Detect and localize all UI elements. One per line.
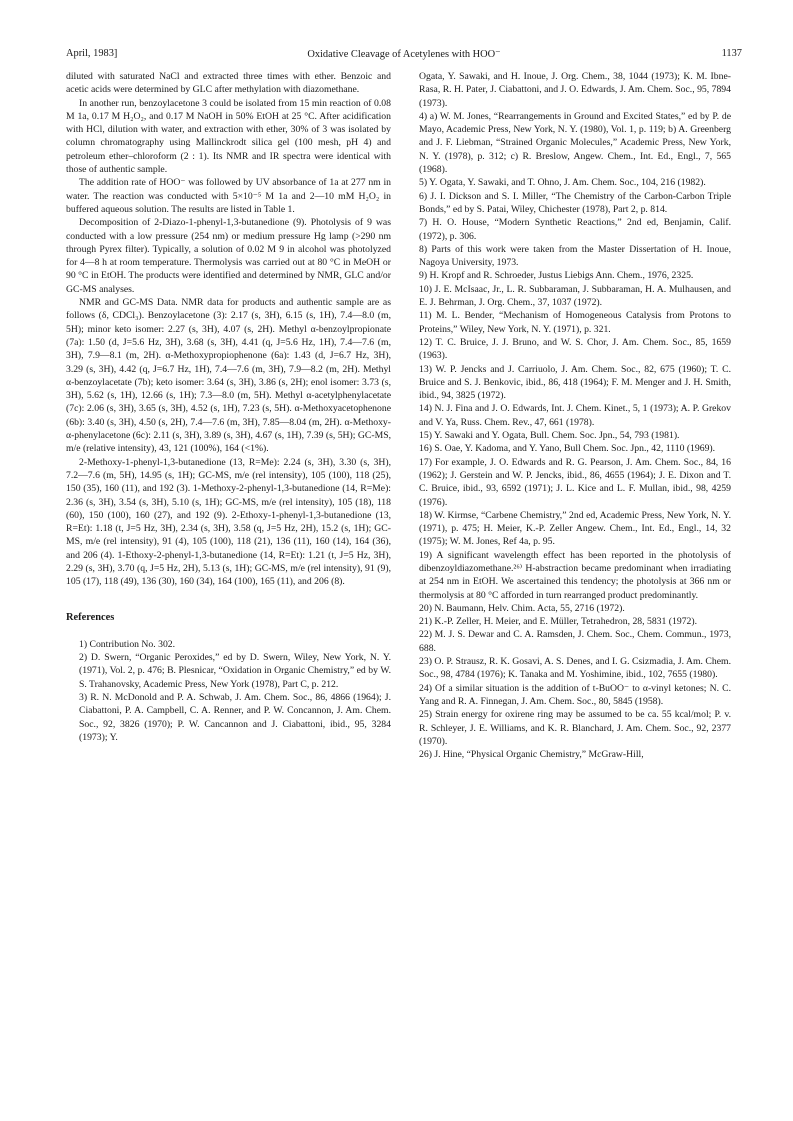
reference-item: 24) Of a similar situation is the addition of t-BuOO⁻ to α-vinyl ketones; N. C. Yang and R. A. Finnegan, J. Am. Chem. Soc., 80, 5845 (1958).	[419, 682, 731, 707]
reference-item: 9) H. Kropf and R. Schroeder, Justus Liebigs Ann. Chem., 1976, 2325.	[419, 270, 694, 282]
reference-item: 20) N. Baumann, Helv. Chim. Acta, 55, 2716 (1972).	[419, 602, 625, 614]
paragraph: NMR and GC-MS Data. NMR data for products and authentic sample are as follows (δ, CDCl₃). Benzoylacetone (3): 2.17 (s, 3H), 6.15 (s, 1H), 7.4—8.0 (m, 5H); minor keto isomer: 2.27 (s, 3H), 4.07 (s, 2H). Methyl α-benzoylpropionate (7a): 1.50 (d, J=5.6 Hz, 3H), 3.68 (s, 3H), 4.41 (q, J=5.6 Hz, 1H), 7.4—7.6 (m, 3H), 7.9—8.1 (m, 2H). α-Methoxypropiophenone (6a): 1.43 (d, J=6.7 Hz, 3H), 3.29 (s, 3H), 4.42 (q, J=6.7 Hz, 1H), 7.4—7.6 (m, 3H), 7.9—8.2 (m, 2H). Methyl α-benzoylacetate (7b); keto isomer: 3.64 (s, 3H), 3.86 (s, 2H); enol isomer: 3.73 (s, 3H), 5.62 (s, 1H), 12.66 (s, 1H); 7.3—8.0 (m, 5H). Methyl α-acetylphenylacetate (7c): 2.06 (s, 3H), 3.65 (s, 3H), 4.52 (s, 1H), 7.23 (s, 5H). α-Methoxyacetophenone (6b): 3.40 (s, 3H), 4.50 (s, 2H), 7.4—7.6 (m, 3H), 7.85—8.04 (m, 2H). α-Methoxy-α-phenylacetone (6c): 2.11 (s, 3H), 3.89 (s, 3H), 4.67 (s, 1H), 7.39 (s, 5H); GC-MS, m/e (relative intensity), 43, 121 (100%), 164 (<1%).	[66, 297, 391, 455]
reference-item: 25) Strain energy for oxirene ring may be assumed to be ca. 55 kcal/mol; P. v. R. Schleyer, J. E. Williams, and K. R. Blanchard, J. Am. Chem. Soc., 92, 2377 (1970).	[419, 709, 731, 747]
reference-item: 19) A significant wavelength effect has been reported in the photolysis of dibenzoyldiazomethane.²⁶⁾ H-abstraction became predominant when irradiating at 254 nm in EtOH. We ascertained this tendency; the photolysis at 366 nm or thermolysis at 80 °C afforded in turn rearranged product predominantly.	[419, 549, 731, 601]
reference-item: 1) Contribution No. 302.	[79, 638, 176, 650]
reference-item: 11) M. L. Bender, “Mechanism of Homogeneous Catalysis from Protons to Proteins,” Wiley, New York, N. Y. (1971), p. 321.	[419, 310, 731, 335]
right-column	[406, 70, 731, 761]
reference-item: 26) J. Hine, “Physical Organic Chemistry,” McGraw-Hill,	[419, 749, 644, 761]
reference-item: 23) O. P. Strausz, R. K. Gosavi, A. S. Denes, and I. G. Csizmadia, J. Am. Chem. Soc., 98, 4784 (1976); K. Tanaka and M. Yoshimine, ibid., 102, 7655 (1980).	[419, 656, 731, 681]
paragraph: The addition rate of HOO⁻ was followed by UV absorbance of 1a at 277 nm in water. The reaction was conducted with 5×10⁻⁵ M 1a and 2—10 mM H₂O₂ in buffered aqueous solution. The results are listed in Table 1.	[66, 177, 391, 215]
reference-item: 7) H. O. House, “Modern Synthetic Reactions,” 2nd ed, Benjamin, Calif. (1972), p. 306.	[419, 217, 731, 242]
reference-item: 21) K.-P. Zeller, H. Meier, and E. Müller, Tetrahedron, 28, 5831 (1972).	[419, 616, 698, 628]
reference-item: 14) N. J. Fina and J. O. Edwards, Int. J. Chem. Kinet., 5, 1 (1973); A. P. Grekov and V. Ya, Russ. Chem. Rev., 47, 661 (1978).	[419, 403, 731, 428]
reference-item: Ogata, Y. Sawaki, and H. Inoue, J. Org. Chem., 38, 1044 (1973); K. M. Ibne-Rasa, R. H. Pater, J. Ciabattoni, and J. O. Edwards, J. Am. Chem. Soc., 95, 7894 (1973).	[419, 71, 731, 109]
running-header	[66, 48, 742, 64]
reference-item: 3) R. N. McDonold and P. A. Schwab, J. Am. Chem. Soc., 86, 4866 (1964); J. Ciabattoni, P. A. Campbell, C. A. Renner, and P. W. Concannon, J. Am. Chem. Soc., 92, 3826 (1970); P. W. Cancannon and J. Ciabattoni, ibid., 95, 3284 (1973); Y.	[79, 692, 391, 743]
references-list-left	[66, 638, 391, 744]
reference-item: 6) J. I. Dickson and S. I. Miller, “The Chemistry of the Carbon-Carbon Triple Bonds,” ed by S. Patai, Wiley, Chichester (1978), Part 2, p. 814.	[419, 190, 731, 215]
reference-item: 8) Parts of this work were taken from the Master Dissertation of H. Inoue, Nagoya University, 1973.	[419, 243, 731, 269]
reference-item: 4) a) W. M. Jones, “Rearrangements in Ground and Excited States,” ed by P. de Mayo, Academic Press, New York, N. Y. (1980), Vol. 1, p. 119; b) A. Greenberg and J. F. Liebman, “Strained Organic Molecules,” Academic Press, New York, N. Y. (1978), p. 312; c) R. Breslow, Angew. Chem., Int. Ed., Engl., 7, 565 (1968).	[419, 110, 731, 176]
reference-item: 15) Y. Sawaki and Y. Ogata, Bull. Chem. Soc. Jpn., 54, 793 (1981).	[419, 430, 680, 442]
header-title: Oxidative Cleavage of Acetylenes with HOO⁻	[307, 49, 501, 60]
reference-item: 18) W. Kirmse, “Carbene Chemistry,” 2nd ed, Academic Press, New York, N. Y. (1971), p. 475; H. Meier, K.-P. Zeller Angew. Chem., Int. Ed., Engl., 14, 32 (1975); W. M. Jones, Ref 4a, p. 95.	[419, 509, 731, 548]
reference-item: 2) D. Swern, “Organic Peroxides,” ed by D. Swern, Wiley, New York, N. Y. (1971), Vol. 2, p. 476; B. Plesnicar, “Oxidation in Organic Chemistry,” ed by W. S. Trahanovsky, Academic Press, New York (1978), Part C, p. 212.	[79, 652, 391, 690]
reference-item: 17) For example, J. O. Edwards and R. G. Pearson, J. Am. Chem. Soc., 84, 16 (1962); J. Gerstein and W. P. Jencks, ibid., 86, 4655 (1964); J. E. Dixon and T. C. Bruice, ibid., 93, 6592 (1971); J. L. Kice and L. F. Mullan, ibid., 98, 4259 (1976).	[419, 456, 731, 508]
paragraph: In another run, benzoylacetone 3 could be isolated from 15 min reaction of 0.08 M 1a, 0.17 M H₂O₂, and 0.17 M NaOH in 50% EtOH at 25 °C. After acidification with HCl, dilution with water, and extraction with ether, 30% of 3 was isolated by column chromatography using Mallinckrodt silica gel (100 mesh, pH 4) and petroleum ether–chloroform (2 : 1). Its NMR and IR spectra were identical with those of authentic sample.	[66, 97, 391, 176]
page-number: 1137	[721, 48, 742, 59]
left-column	[66, 70, 391, 744]
header-date: April, 1983]	[66, 48, 118, 59]
reference-item: 10) J. E. McIsaac, Jr., L. R. Subbaraman, J. Subbaraman, H. A. Mulhausen, and E. J. Behrman, J. Org. Chem., 37, 1037 (1972).	[419, 283, 731, 309]
reference-item: 13) W. P. Jencks and J. Carriuolo, J. Am. Chem. Soc., 82, 675 (1960); T. C. Bruice and S. J. Benkovic, ibid., 86, 418 (1964); F. M. Menger and J. H. Smith, ibid., 94, 3825 (1972).	[419, 363, 731, 402]
reference-item: 12) T. C. Bruice, J. J. Bruno, and W. S. Chor, J. Am. Chem. Soc., 85, 1659 (1963).	[419, 336, 731, 362]
reference-item: 22) M. J. S. Dewar and C. A. Ramsden, J. Chem. Soc., Chem. Commun., 1973, 688.	[419, 629, 731, 654]
paragraph: Decomposition of 2-Diazo-1-phenyl-1,3-butanedione (9). Photolysis of 9 was conducted with a low pressure (254 nm) or medium pressure Hg lamp (>290 nm through Pyrex filter). Typically, a solution of 0.02 M 9 in alcohol was photolyzed for 4—8 h at room temperature. Thermolysis was carried out at 80 °C in MeOH or 90 °C in EtOH. The products were identified and determined by NMR, GLC and/or GC-MS analyses.	[66, 217, 391, 295]
reference-item: 5) Y. Ogata, Y. Sawaki, and T. Ohno, J. Am. Chem. Soc., 104, 216 (1982).	[419, 177, 706, 189]
reference-item: 16) S. Oae, Y. Kadoma, and Y. Yano, Bull Chem. Soc. Jpn., 42, 1110 (1969).	[419, 443, 716, 455]
references-heading: References	[66, 611, 115, 623]
paragraph: diluted with saturated NaCl and extracted three times with ether. Benzoic and acetic acids were determined by GLC after methylation with diazomethane.	[66, 71, 391, 96]
paragraph: 2-Methoxy-1-phenyl-1,3-butanedione (13, R=Me): 2.24 (s, 3H), 3.30 (s, 3H), 7.2—7.6 (m, 5H), 14.95 (s, 1H); GC-MS, m/e (rel intensity), 105 (100), 118 (25), 150 (35), 160 (11), and 192 (3). 1-Methoxy-2-phenyl-1,3-butanedione (14, R=Me): 2.36 (s, 3H), 3.54 (s, 3H), 5.10 (s, 1H); GC-MS, m/e (rel intensity), 105 (18), 118 (60), 150 (100), 160 (27), and 192 (9). 2-Ethoxy-1-phenyl-1,3-butanedione (13, R=Et): 1.18 (t, J=5 Hz, 3H), 2.34 (s, 3H), 3.58 (q, J=5 Hz, 2H), 15.2 (s, 1H); GC-MS, m/e (rel intensity), 91 (4), 105 (100), 118 (21), 136 (11), 160 (14), 164 (36), and 206 (4). 1-Ethoxy-2-phenyl-1,3-butanedione (14, R=Et): 1.21 (t, J=5 Hz, 3H), 2.29 (s, 3H), 3.70 (q, J=5 Hz, 2H), 5.13 (s, 1H); GC-MS, m/e (rel intensity), 91 (9), 105 (17), 118 (49), 136 (30), 160 (34), 164 (100), 165 (11), and 206 (8).	[66, 456, 391, 588]
